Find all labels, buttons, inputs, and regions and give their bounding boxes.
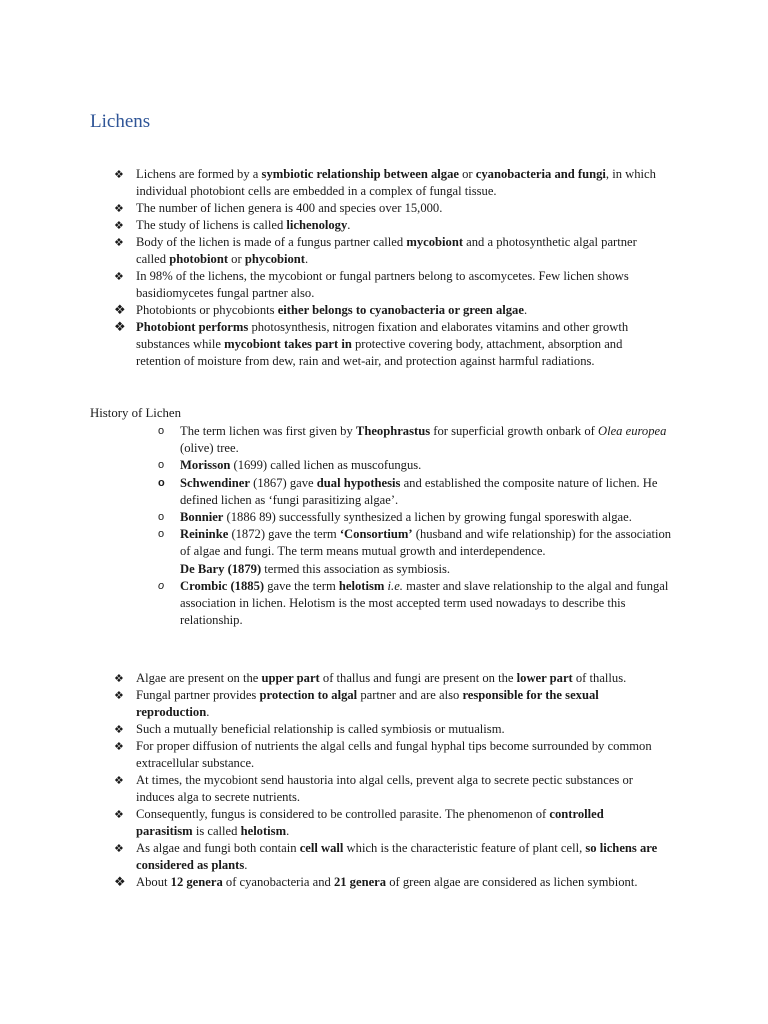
text-run: 21 genera bbox=[333, 875, 387, 889]
text-run: lower part bbox=[516, 671, 573, 685]
list-item bbox=[158, 475, 678, 509]
history-bullet-list bbox=[158, 423, 678, 629]
text-run: dual hypothesis bbox=[316, 475, 401, 490]
text-run: Fungal partner provides bbox=[136, 688, 260, 702]
diamond-bullet-icon: ❖ bbox=[114, 723, 124, 736]
list-item bbox=[114, 302, 659, 319]
text-run: (1699) called lichen as muscofungus. bbox=[230, 458, 422, 473]
text-run: which is the characteristic feature of plant cell, bbox=[343, 841, 586, 855]
text-run: mycobiont takes part in bbox=[224, 337, 352, 351]
text-run: cyanobacteria and fungi bbox=[475, 167, 606, 181]
circle-bullet-icon: o bbox=[158, 425, 165, 437]
text-run: (olive) tree. bbox=[180, 441, 239, 456]
list-item bbox=[158, 526, 678, 560]
later-bullet-list bbox=[114, 670, 659, 891]
text-run: controlled parasitism bbox=[136, 807, 604, 838]
circle-bullet-icon: o bbox=[158, 579, 165, 592]
text-run: For proper diffusion of nutrients the algal cells and fungal hyphal tips become surrounded by common extracellular substance. bbox=[136, 739, 652, 770]
list-item bbox=[114, 772, 659, 806]
text-run: . bbox=[244, 858, 248, 872]
diamond-bullet-icon: ❖ bbox=[114, 236, 124, 249]
text-run: As algae and fungi both contain bbox=[136, 841, 300, 855]
text-run: About bbox=[136, 875, 171, 889]
circle-bullet-icon: o bbox=[158, 528, 165, 541]
text-run: . bbox=[523, 303, 528, 317]
text-run: De Bary (1879) bbox=[180, 561, 262, 576]
text-run: Olea europea bbox=[597, 424, 667, 438]
text-run: so lichens are considered as plants bbox=[136, 841, 658, 872]
text-run: , in which individual photobiont cells are embedded in a complex of fungal tissue. bbox=[136, 167, 656, 198]
page-title: Lichens bbox=[90, 111, 151, 132]
text-run: phycobiont bbox=[244, 252, 306, 266]
text-run: of cyanobacteria and bbox=[222, 875, 334, 889]
list-item bbox=[114, 840, 659, 874]
diamond-bullet-icon: ❖ bbox=[114, 689, 124, 702]
text-run: The study of lichens is called bbox=[136, 218, 287, 232]
circle-bullet-icon: o bbox=[158, 476, 165, 489]
list-item bbox=[114, 268, 659, 302]
list-item bbox=[114, 721, 659, 738]
text-run: At times, the mycobiont send haustoria into algal cells, prevent alga to secrete pectic substances or induces alga to secrete nutrients. bbox=[136, 773, 633, 804]
text-run: . bbox=[347, 218, 351, 232]
text-run: Photobionts or phycobionts bbox=[136, 303, 278, 317]
text-run: Morisson bbox=[180, 458, 231, 473]
list-item bbox=[114, 200, 659, 217]
circle-bullet-icon: o bbox=[158, 511, 165, 524]
text-run: protective covering body, attachment, absorption and retention of moisture from dew, rain and wet-air, and protection against harmful radiations. bbox=[136, 337, 623, 368]
list-item bbox=[114, 806, 659, 840]
text-run: cell wall bbox=[299, 841, 344, 855]
text-run: 12 genera bbox=[170, 875, 223, 889]
list-item bbox=[158, 561, 678, 578]
text-run: photobiont bbox=[169, 252, 229, 266]
text-run: . bbox=[206, 705, 210, 719]
text-run: protection to algal bbox=[259, 688, 358, 702]
text-run: upper part bbox=[261, 671, 320, 685]
text-run: (husband and wife relationship) for the association of algae and fungi. The term means mutual growth and interdependence. bbox=[180, 527, 672, 559]
text-run: for superficial growth onbark of bbox=[430, 424, 598, 438]
text-run: Such a mutually beneficial relationship is called symbiosis or mutualism. bbox=[136, 722, 505, 736]
text-run: (1886 89) successfully synthesized a lichen by growing fungal sporeswith algae. bbox=[223, 510, 632, 525]
list-item bbox=[158, 578, 678, 630]
diamond-bullet-icon: ❖ bbox=[114, 808, 124, 821]
list-item bbox=[158, 509, 678, 526]
text-run: helotism bbox=[338, 578, 385, 593]
intro-bullet-list bbox=[114, 166, 659, 370]
diamond-bullet-icon: ❖ bbox=[114, 168, 124, 181]
text-run: symbiotic relationship between algae bbox=[261, 167, 459, 181]
text-run: The number of lichen genera is 400 and species over 15,000. bbox=[136, 201, 443, 215]
text-run: (1872) gave the term bbox=[228, 527, 340, 542]
text-run: and a photosynthetic algal partner called bbox=[136, 235, 637, 266]
text-run: . bbox=[286, 824, 290, 838]
text-run: either belongs to cyanobacteria or green algae bbox=[277, 303, 524, 317]
diamond-bullet-icon: ❖ bbox=[114, 270, 124, 283]
diamond-bullet-icon: ❖ bbox=[114, 303, 126, 318]
text-run: Consequently, fungus is considered to be controlled parasite. The phenomenon of bbox=[136, 807, 550, 821]
text-run: of thallus and fungi are present on the bbox=[319, 671, 517, 685]
list-item bbox=[114, 670, 659, 687]
circle-bullet-icon: o bbox=[158, 459, 165, 472]
list-item bbox=[158, 423, 678, 457]
diamond-bullet-icon: ❖ bbox=[114, 672, 124, 685]
text-run: lichenology bbox=[286, 218, 348, 232]
text-run: or bbox=[458, 167, 476, 181]
text-run: Schwendiner bbox=[180, 475, 250, 490]
text-run: gave the term bbox=[264, 578, 339, 593]
text-run: of thallus. bbox=[572, 671, 627, 685]
text-run: responsible for the sexual reproduction bbox=[136, 688, 599, 719]
diamond-bullet-icon: ❖ bbox=[114, 320, 126, 335]
diamond-bullet-icon: ❖ bbox=[114, 774, 124, 787]
text-run: Bonnier bbox=[180, 510, 224, 525]
list-item bbox=[114, 738, 659, 772]
text-run: Lichens are formed by a bbox=[136, 167, 262, 181]
text-run: or bbox=[228, 252, 245, 266]
text-run: partner and are also bbox=[357, 688, 463, 702]
text-run: helotism bbox=[240, 824, 287, 838]
text-run: Reininke bbox=[180, 527, 229, 542]
text-run: (1867) gave bbox=[249, 475, 317, 490]
list-item bbox=[114, 874, 659, 891]
list-item bbox=[158, 457, 678, 474]
text-run: Theophrastus bbox=[355, 424, 431, 438]
diamond-bullet-icon: ❖ bbox=[114, 875, 126, 890]
list-item bbox=[114, 319, 659, 370]
text-run: and established the composite nature of lichen. He defined lichen as ‘fungi parasitizing algae’. bbox=[180, 475, 658, 507]
list-item bbox=[114, 166, 659, 200]
text-run: termed this association as symbiosis. bbox=[261, 561, 451, 576]
text-run: photosynthesis, nitrogen fixation and elaborates vitamins and other growth substances while bbox=[136, 320, 629, 351]
text-run: Photobiont performs bbox=[136, 320, 249, 334]
text-run: master and slave relationship to the algal and fungal association in lichen. Helotism is the most accepted term used nowadays to describe this relationship. bbox=[180, 578, 669, 628]
text-run: Crombic (1885) bbox=[180, 578, 265, 593]
diamond-bullet-icon: ❖ bbox=[114, 219, 124, 232]
list-item bbox=[114, 234, 659, 268]
text-run: ‘Consortium’ bbox=[339, 527, 413, 542]
list-item bbox=[114, 217, 659, 234]
text-run: of green algae are considered as lichen symbiont. bbox=[386, 875, 638, 889]
diamond-bullet-icon: ❖ bbox=[114, 842, 124, 855]
text-run: mycobiont bbox=[406, 235, 464, 249]
text-run: i.e. bbox=[387, 578, 403, 593]
text-run: The term lichen was first given by bbox=[180, 424, 356, 438]
diamond-bullet-icon: ❖ bbox=[114, 202, 124, 215]
text-run: . bbox=[305, 252, 309, 266]
history-heading: History of Lichen bbox=[90, 406, 181, 420]
diamond-bullet-icon: ❖ bbox=[114, 740, 124, 753]
text-run: Body of the lichen is made of a fungus partner called bbox=[136, 235, 407, 249]
list-item bbox=[114, 687, 659, 721]
text-run: is called bbox=[192, 824, 241, 838]
text-run: Algae are present on the bbox=[136, 671, 262, 685]
text-run: In 98% of the lichens, the mycobiont or fungal partners belong to ascomycetes. Few lichen shows basidiomycetes fungal partner also. bbox=[136, 269, 629, 300]
